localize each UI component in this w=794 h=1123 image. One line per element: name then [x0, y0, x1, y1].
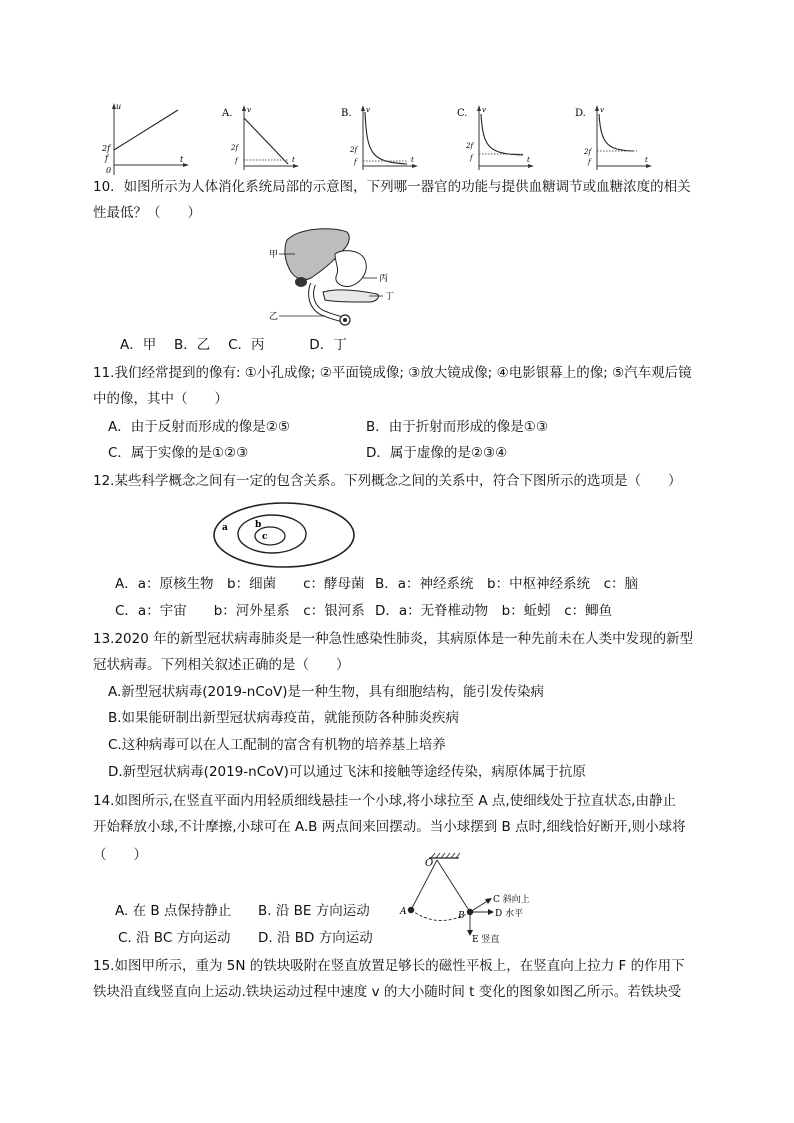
ball-a: [408, 907, 414, 913]
graph-main-tick-2f: 2f: [102, 144, 111, 153]
circle-label-b: b: [255, 520, 262, 530]
graph-main-tick-f: f: [105, 154, 108, 163]
circle-label-a: a: [222, 523, 228, 533]
graph-option-d-label: D.: [575, 108, 586, 119]
graph-option-b-label: B.: [341, 108, 352, 119]
q12-option-a: A．a：原核生物 b：细菌 c：酵母菌: [115, 576, 365, 592]
nested-circles-figure: [210, 500, 360, 570]
q13-option-b: B.如果能研制出新型冠状病毒疫苗，就能预防各种肺炎疾病: [108, 710, 460, 726]
pendulum-figure: [395, 852, 560, 946]
label-bing: 丙: [379, 274, 389, 284]
q14-option-a: A. 在 B 点保持静止: [115, 903, 232, 919]
label-yi: 乙: [269, 312, 279, 322]
graph-option-c-label: C.: [457, 108, 468, 119]
graph-option-b-axis-x: t: [411, 156, 414, 164]
label-ding: 丁: [385, 292, 395, 302]
q11-option-a: A．由于反射而形成的像是②⑤: [108, 419, 290, 435]
label-C: C 斜向上: [493, 895, 530, 905]
graph-option-b: [337, 104, 419, 174]
q11-option-d: D．属于虚像的是②③④: [366, 445, 508, 461]
graph-option-a-axis-x: t: [292, 156, 295, 164]
graph-main: [100, 100, 192, 180]
q14-option-c: C. 沿 BC 方向运动: [118, 930, 231, 946]
q15-stem-line1: 15.如图甲所示，重为 5N 的铁块吸附在竖直放置足够长的磁性平板上，在竖直向上拉力 F 的作用下: [93, 958, 685, 974]
graph-option-c-axis-y: v: [482, 106, 486, 114]
graph-main-axis-x: t: [180, 155, 184, 164]
label-B: B: [458, 911, 465, 921]
label-E: E 竖直: [472, 935, 500, 945]
q10-stem-line2: 性最低？（ ）: [93, 205, 201, 221]
graph-main-axis-y: u: [116, 102, 122, 111]
q12-option-c: C．a：宇宙 b：河外星系 c：银河系: [115, 603, 365, 619]
q10-stem-line1: 10．如图所示为人体消化系统局部的示意图，下列哪一器官的功能与提供血糖调节或血糖浓度的相关: [93, 179, 691, 195]
graph-option-c-tick-f: f: [470, 154, 473, 162]
q12-stem-line1: 12.某些科学概念之间有一定的包含关系。下列概念之间的关系中，符合下图所示的选项是（ ）: [93, 473, 682, 489]
circle-label-c: c: [262, 532, 268, 542]
graph-option-c: [453, 104, 535, 174]
q12-option-b: B．a：神经系统 b：中枢神经系统 c：脑: [375, 576, 639, 592]
q11-option-b: B．由于折射而形成的像是①③: [366, 419, 548, 435]
graph-option-c-axis-x: t: [527, 156, 530, 164]
digestive-system-figure: [265, 222, 415, 330]
q14-option-d: D. 沿 BD 方向运动: [258, 930, 373, 946]
graph-main-origin: 0: [106, 166, 112, 175]
q13-stem-line2: 冠状病毒。下列相关叙述正确的是（ ）: [93, 657, 350, 673]
circle-a: [214, 503, 354, 567]
graph-option-a-tick-2f: 2f: [231, 144, 239, 152]
graph-option-c-curve: [481, 114, 523, 155]
graph-option-a-line: [244, 118, 288, 164]
q15-stem-line2: 铁块沿直线竖直向上运动.铁块运动过程中速度 v 的大小随时间 t 变化的图象如图乙所示。若铁块受: [93, 984, 682, 1000]
graph-option-d-tick-f: f: [588, 158, 591, 166]
q14-stem-line3: （ ）: [93, 847, 147, 863]
graph-option-b-axis-y: v: [366, 106, 370, 114]
q11-stem-line2: 中的像，其中（ ）: [93, 391, 228, 407]
graph-option-b-tick-2f: 2f: [350, 146, 358, 154]
circle-b: [238, 515, 306, 553]
q13-option-c: C.这种病毒可以在人工配制的富含有机物的培养基上培养: [108, 737, 446, 753]
graph-option-a-axis-y: v: [247, 106, 251, 114]
gallbladder-shape: [295, 277, 307, 287]
q13-option-a: A.新型冠状病毒(2019-nCoV)是一种生物，具有细胞结构，能引发传染病: [108, 684, 545, 700]
label-D: D 水平: [495, 909, 524, 919]
q13-option-d: D.新型冠状病毒(2019-nCoV)可以通过飞沫和接触等途经传染，病原体属于抗原: [108, 764, 586, 780]
q11-stem-line1: 11.我们经常提到的像有: ①小孔成像; ②平面镜成像; ③放大镜成像; ④电影银幕上的像; ⑤汽车观后镜: [93, 365, 692, 381]
graph-option-a-tick-f: f: [235, 157, 238, 165]
graph-option-a-label: A.: [222, 108, 233, 119]
q12-option-d: D．a：无脊椎动物 b：蚯蚓 c：鲫鱼: [375, 603, 613, 619]
graph-option-b-tick-f: f: [354, 158, 357, 166]
q14-stem-line1: 14.如图所示,在竖直平面内用轻质细线悬挂一个小球,将小球拉至 A 点,使细线处于拉直状态,由静止: [93, 793, 676, 809]
q13-stem-line1: 13.2020 年的新型冠状病毒肺炎是一种急性感染性肺炎，其病原体是一种先前未在人类中发现的新型: [93, 631, 694, 647]
string-oa: [411, 860, 437, 910]
label-A: A: [400, 907, 407, 917]
graph-option-d-tick-2f: 2f: [584, 148, 592, 156]
label-O: O: [425, 858, 434, 869]
label-jia: 甲: [269, 250, 279, 260]
stomach-shape: [335, 251, 366, 287]
q14-option-b: B. 沿 BE 方向运动: [258, 903, 370, 919]
graph-option-d-curve: [599, 114, 633, 151]
string-ob: [437, 860, 470, 912]
q10-options: A．甲 B．乙 C．丙 D．丁: [120, 337, 347, 353]
q11-option-c: C．属于实像的是①②③: [108, 445, 249, 461]
graph-option-a: [218, 104, 300, 174]
graph-option-c-tick-2f: 2f: [466, 142, 474, 150]
graph-option-b-curve: [365, 112, 407, 164]
graph-main-line: [114, 110, 178, 150]
graph-option-d-axis-x: t: [645, 156, 648, 164]
arrow-bc: [470, 900, 489, 912]
graph-option-d: [571, 104, 653, 174]
q14-stem-line2: 开始释放小球,不计摩擦,小球可在 A.B 两点间来回摆动。当小球摆到 B 点时,细线恰好断开,则小球将: [93, 819, 686, 835]
graph-option-d-axis-y: v: [600, 106, 604, 114]
